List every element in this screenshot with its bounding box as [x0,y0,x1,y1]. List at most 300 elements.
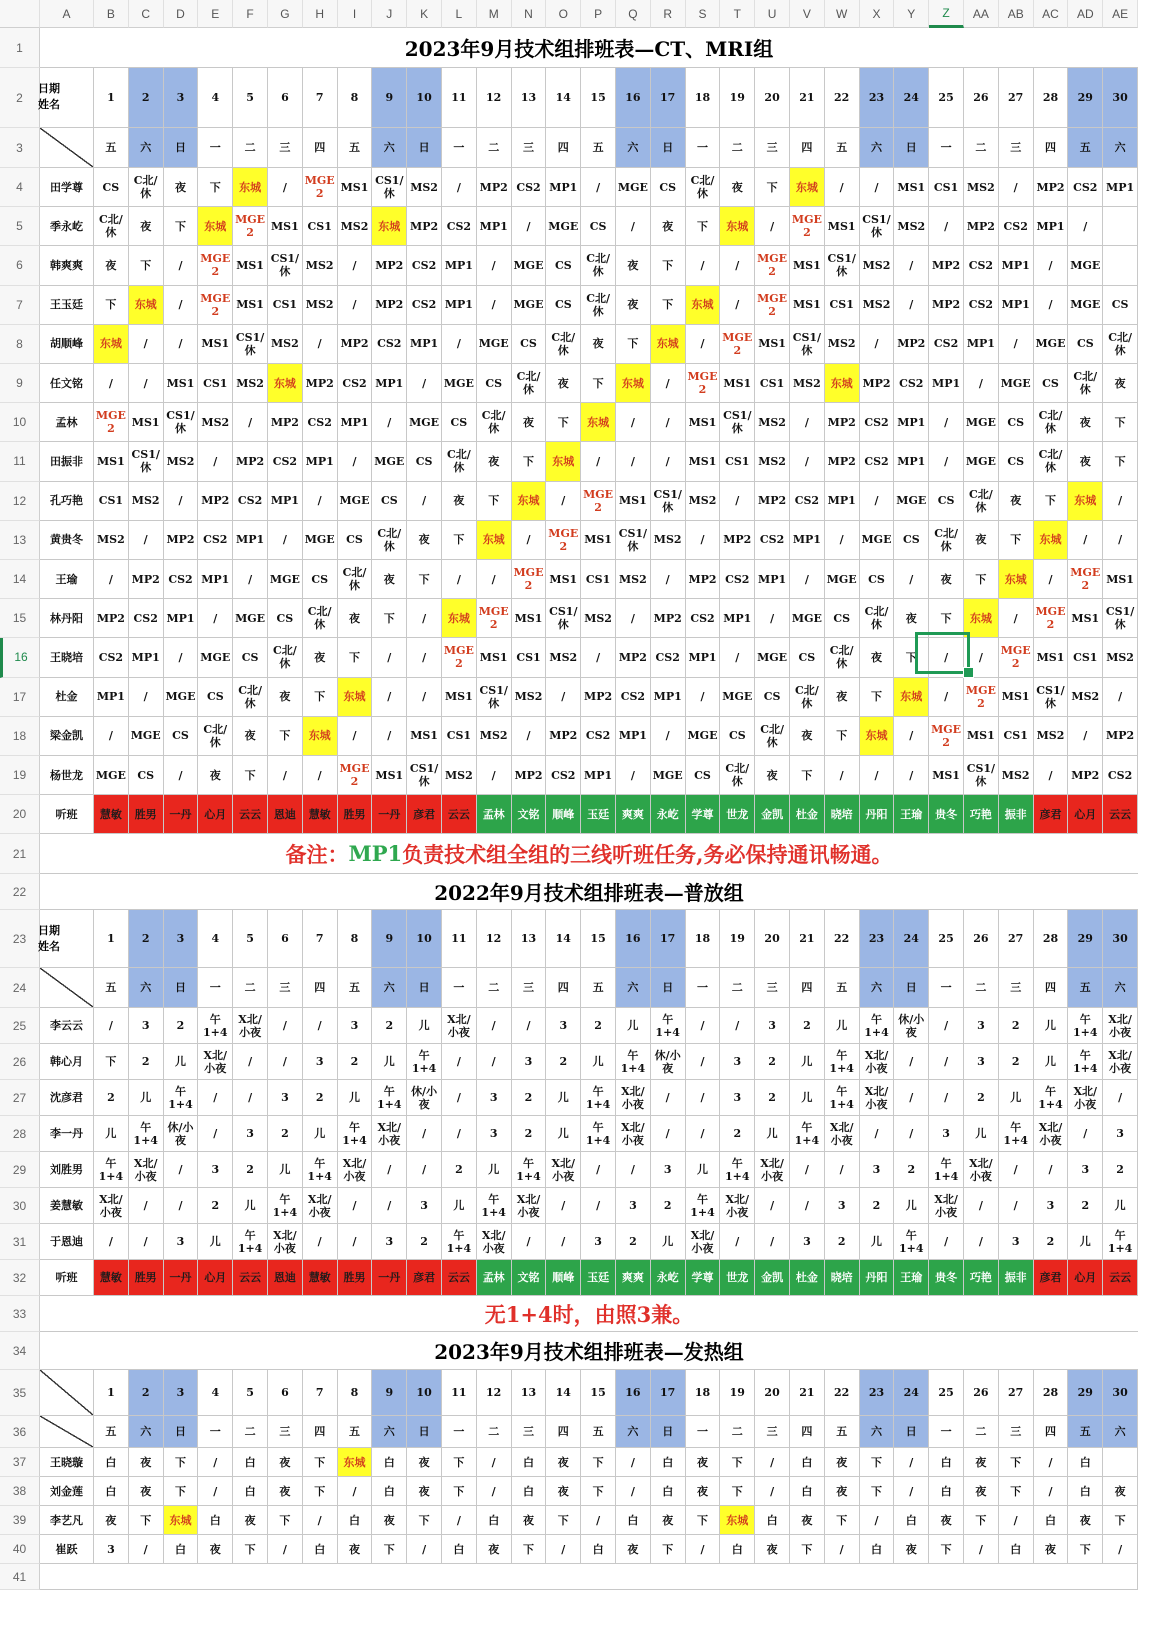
row-header[interactable]: 31 [0,1224,40,1260]
shift-cell[interactable]: / [651,364,686,403]
shift-cell[interactable]: CS [686,756,721,795]
shift-cell[interactable]: 下 [790,756,825,795]
day-number[interactable]: 14 [546,910,581,968]
shift-cell[interactable]: MS2 [442,756,477,795]
shift-cell[interactable]: / [1068,1116,1103,1152]
shift-cell[interactable]: 儿 [1068,1224,1103,1260]
shift-cell[interactable]: CS2 [790,482,825,521]
shift-cell[interactable]: 儿 [546,1080,581,1116]
shift-cell[interactable]: 下 [1103,403,1138,442]
shift-cell[interactable]: C北/ 休 [268,638,303,677]
shift-cell[interactable]: MGE 2 [755,286,790,325]
shift-cell[interactable]: / [1068,521,1103,560]
day-number[interactable]: 30 [1103,68,1138,128]
shift-cell[interactable]: / [964,638,999,677]
shift-cell[interactable]: 2 [581,1008,616,1044]
shift-cell[interactable]: 午1+4 [581,1080,616,1116]
weekday-label[interactable]: 四 [546,1416,581,1448]
shift-cell[interactable]: 夜 [651,207,686,246]
day-number[interactable]: 17 [651,1370,686,1416]
column-header[interactable]: L [442,0,477,28]
shift-cell[interactable]: MS2 [755,442,790,481]
shift-cell[interactable]: 下 [268,717,303,756]
shift-cell[interactable] [1103,1448,1138,1477]
staff-name[interactable]: 王晓璇 [40,1448,94,1477]
shift-cell[interactable]: CS2 [303,403,338,442]
shift-cell[interactable]: CS2 [407,246,442,285]
shift-cell[interactable]: / [929,638,964,677]
shift-cell[interactable]: 夜 [546,1448,581,1477]
shift-cell[interactable]: 东城 [651,325,686,364]
shift-cell[interactable]: 休/小 夜 [164,1116,199,1152]
shift-cell[interactable]: C北/ 休 [1068,364,1103,403]
column-header[interactable]: X [860,0,895,28]
shift-cell[interactable]: CS [442,403,477,442]
shift-cell[interactable]: MS2 [825,325,860,364]
shift-cell[interactable]: / [546,1188,581,1224]
shift-cell[interactable]: MS1 [790,246,825,285]
shift-cell[interactable]: CS1/ 休 [964,756,999,795]
shift-cell[interactable]: MGE [512,246,547,285]
shift-cell[interactable]: MS2 [512,678,547,717]
duty-cell[interactable]: 云云 [442,795,477,834]
shift-cell[interactable]: / [198,1116,233,1152]
weekday-label[interactable]: 三 [268,1416,303,1448]
shift-cell[interactable]: 夜 [372,1506,407,1535]
day-number[interactable]: 2 [129,910,164,968]
row-header[interactable]: 2 [0,68,40,128]
shift-cell[interactable]: 午1+4 [129,1116,164,1152]
column-header[interactable]: Y [894,0,929,28]
shift-cell[interactable]: / [338,1188,373,1224]
day-number[interactable]: 18 [686,68,721,128]
shift-cell[interactable]: 下 [999,1477,1034,1506]
shift-cell[interactable]: 儿 [407,1008,442,1044]
shift-cell[interactable]: / [512,1008,547,1044]
shift-cell[interactable]: CS [129,756,164,795]
row-header[interactable]: 28 [0,1116,40,1152]
duty-cell[interactable]: 爽爽 [616,795,651,834]
shift-cell[interactable]: 下 [303,678,338,717]
shift-cell[interactable]: 下 [1103,1506,1138,1535]
shift-cell[interactable]: MS2 [338,207,373,246]
shift-cell[interactable]: CS1/ 休 [407,756,442,795]
staff-name[interactable]: 田学尊 [40,168,94,207]
shift-cell[interactable]: 夜 [407,1477,442,1506]
shift-cell[interactable]: / [512,521,547,560]
day-number[interactable]: 3 [164,1370,199,1416]
shift-cell[interactable]: / [164,286,199,325]
shift-cell[interactable]: 东城 [233,168,268,207]
shift-cell[interactable]: CS1/ 休 [616,521,651,560]
shift-cell[interactable]: 下 [929,599,964,638]
duty-cell[interactable]: 一丹 [164,1260,199,1296]
shift-cell[interactable]: MP2 [929,246,964,285]
shift-cell[interactable]: X北/ 小夜 [964,1152,999,1188]
shift-cell[interactable]: 3 [581,1224,616,1260]
shift-cell[interactable]: 午1+4 [1068,1008,1103,1044]
shift-cell[interactable]: / [164,638,199,677]
shift-cell[interactable]: CS2 [338,364,373,403]
row-header[interactable]: 41 [0,1564,40,1590]
shift-cell[interactable]: 儿 [94,1116,129,1152]
shift-cell[interactable]: C北/ 休 [825,638,860,677]
shift-cell[interactable]: / [268,756,303,795]
shift-cell[interactable]: 东城 [338,1448,373,1477]
shift-cell[interactable]: 夜 [616,286,651,325]
shift-cell[interactable]: MGE [720,678,755,717]
shift-cell[interactable]: / [790,403,825,442]
shift-cell[interactable]: / [129,1535,164,1564]
shift-cell[interactable]: / [894,1080,929,1116]
shift-cell[interactable]: CS1 [512,638,547,677]
shift-cell[interactable]: 儿 [233,1188,268,1224]
weekday-label[interactable]: 二 [720,968,755,1008]
shift-cell[interactable]: / [825,521,860,560]
staff-name[interactable]: 田振非 [40,442,94,481]
shift-cell[interactable]: / [442,1116,477,1152]
day-number[interactable]: 24 [894,910,929,968]
shift-cell[interactable]: / [651,403,686,442]
duty-cell[interactable]: 晓培 [825,795,860,834]
shift-cell[interactable]: CS1 [755,364,790,403]
shift-cell[interactable]: MP1 [407,325,442,364]
shift-cell[interactable]: CS [233,638,268,677]
shift-cell[interactable]: 夜 [372,560,407,599]
shift-cell[interactable]: CS1 [1068,638,1103,677]
row-header[interactable]: 36 [0,1416,40,1448]
shift-cell[interactable]: 3 [407,1188,442,1224]
shift-cell[interactable]: 2 [94,1080,129,1116]
day-number[interactable]: 5 [233,1370,268,1416]
shift-cell[interactable]: CS2 [268,442,303,481]
duty-cell[interactable]: 云云 [233,795,268,834]
shift-cell[interactable]: / [755,1188,790,1224]
shift-cell[interactable]: MP1 [129,638,164,677]
shift-cell[interactable]: MGE [372,442,407,481]
shift-cell[interactable]: MP2 [686,560,721,599]
shift-cell[interactable]: CS2 [1068,168,1103,207]
shift-cell[interactable]: / [755,1448,790,1477]
shift-cell[interactable]: 下 [129,246,164,285]
shift-cell[interactable]: CS1/ 休 [825,246,860,285]
shift-cell[interactable]: MP1 [616,717,651,756]
day-number[interactable]: 26 [964,910,999,968]
shift-cell[interactable]: 午1+4 [477,1188,512,1224]
shift-cell[interactable]: CS [303,560,338,599]
shift-cell[interactable]: 东城 [129,286,164,325]
shift-cell[interactable]: 2 [1068,1188,1103,1224]
shift-cell[interactable]: / [407,599,442,638]
row-header[interactable]: 23 [0,910,40,968]
shift-cell[interactable]: 夜 [964,521,999,560]
shift-cell[interactable]: MS2 [407,168,442,207]
shift-cell[interactable]: / [303,1008,338,1044]
weekday-label[interactable]: 三 [512,1416,547,1448]
day-number[interactable]: 11 [442,68,477,128]
shift-cell[interactable]: X北/ 小夜 [233,1008,268,1044]
shift-cell[interactable]: CS2 [894,364,929,403]
shift-cell[interactable]: 白 [338,1506,373,1535]
shift-cell[interactable]: X北/ 小夜 [338,1152,373,1188]
weekday-label[interactable]: 二 [964,128,999,168]
weekday-label[interactable]: 一 [929,1416,964,1448]
shift-cell[interactable]: 东城 [546,442,581,481]
shift-cell[interactable]: 午1+4 [164,1080,199,1116]
shift-cell[interactable]: MP2 [477,168,512,207]
shift-cell[interactable]: 3 [755,1008,790,1044]
shift-cell[interactable]: / [407,1535,442,1564]
column-header[interactable]: E [198,0,233,28]
shift-cell[interactable]: 下 [651,1535,686,1564]
shift-cell[interactable]: / [94,560,129,599]
shift-cell[interactable]: / [129,364,164,403]
shift-cell[interactable]: / [477,756,512,795]
shift-cell[interactable]: 下 [512,442,547,481]
shift-cell[interactable]: / [546,1535,581,1564]
shift-cell[interactable]: MP1 [1034,207,1069,246]
row-header[interactable]: 21 [0,834,40,874]
day-number[interactable]: 27 [999,1370,1034,1416]
shift-cell[interactable]: 下 [372,599,407,638]
shift-cell[interactable]: 2 [755,1080,790,1116]
shift-cell[interactable]: / [755,207,790,246]
column-header[interactable]: Z [929,0,964,28]
duty-cell[interactable]: 胜男 [129,1260,164,1296]
selection-box[interactable] [915,632,970,673]
shift-cell[interactable]: MGE [233,599,268,638]
shift-cell[interactable]: X北/ 小夜 [198,1044,233,1080]
duty-cell[interactable]: 恩迪 [268,795,303,834]
shift-cell[interactable]: 下 [686,207,721,246]
shift-cell[interactable]: / [94,1224,129,1260]
shift-cell[interactable]: 2 [999,1044,1034,1080]
shift-cell[interactable]: 夜 [129,207,164,246]
shift-cell[interactable]: 3 [720,1080,755,1116]
day-number[interactable]: 28 [1034,1370,1069,1416]
shift-cell[interactable]: / [1103,482,1138,521]
shift-cell[interactable]: X北/ 小夜 [929,1188,964,1224]
shift-cell[interactable]: / [999,325,1034,364]
shift-cell[interactable]: X北/ 小夜 [303,1188,338,1224]
shift-cell[interactable]: MGE [303,521,338,560]
shift-cell[interactable]: 下 [616,325,651,364]
shift-cell[interactable]: 儿 [825,1008,860,1044]
shift-cell[interactable]: / [616,403,651,442]
shift-cell[interactable]: / [512,207,547,246]
shift-cell[interactable]: MS1 [1068,599,1103,638]
day-number[interactable]: 5 [233,910,268,968]
column-header[interactable]: AD [1068,0,1103,28]
shift-cell[interactable]: 儿 [894,1188,929,1224]
staff-name[interactable]: 王晓培 [40,638,94,677]
day-number[interactable]: 1 [94,910,129,968]
weekday-label[interactable]: 一 [442,128,477,168]
weekday-label[interactable]: 五 [825,128,860,168]
duty-cell[interactable]: 彦君 [1034,795,1069,834]
staff-name[interactable]: 孟林 [40,403,94,442]
row-header[interactable]: 25 [0,1008,40,1044]
shift-cell[interactable]: MGE [198,638,233,677]
day-number[interactable]: 10 [407,68,442,128]
shift-cell[interactable]: CS [1034,364,1069,403]
weekday-label[interactable]: 五 [581,968,616,1008]
row-header[interactable]: 4 [0,168,40,207]
shift-cell[interactable]: 2 [338,1044,373,1080]
shift-cell[interactable]: / [268,1535,303,1564]
shift-cell[interactable]: 夜 [268,1477,303,1506]
weekday-label[interactable]: 二 [720,128,755,168]
shift-cell[interactable]: MP2 [616,638,651,677]
weekday-label[interactable]: 二 [964,968,999,1008]
shift-cell[interactable]: MGE [546,207,581,246]
shift-cell[interactable]: 下 [546,1506,581,1535]
shift-cell[interactable]: 白 [616,1506,651,1535]
shift-cell[interactable]: 东城 [581,403,616,442]
day-number[interactable]: 25 [929,910,964,968]
day-number[interactable]: 15 [581,910,616,968]
shift-cell[interactable]: 2 [720,1116,755,1152]
shift-cell[interactable]: 白 [894,1506,929,1535]
shift-cell[interactable]: 夜 [442,482,477,521]
shift-cell[interactable]: MS1 [964,717,999,756]
shift-cell[interactable]: 夜 [894,599,929,638]
shift-cell[interactable]: MP2 [825,403,860,442]
shift-cell[interactable]: MGE 2 [512,560,547,599]
shift-cell[interactable]: MS1 [894,168,929,207]
shift-cell[interactable]: CS2 [686,599,721,638]
shift-cell[interactable]: 3 [825,1188,860,1224]
weekday-label[interactable]: 六 [1103,128,1138,168]
row-header[interactable]: 35 [0,1370,40,1416]
column-header[interactable]: W [825,0,860,28]
shift-cell[interactable]: / [825,1152,860,1188]
shift-cell[interactable]: / [929,1224,964,1260]
shift-cell[interactable]: / [1103,521,1138,560]
shift-cell[interactable]: MP2 [894,325,929,364]
day-number[interactable]: 11 [442,910,477,968]
shift-cell[interactable]: MGE [1034,325,1069,364]
shift-cell[interactable]: MP2 [720,521,755,560]
weekday-label[interactable]: 一 [198,968,233,1008]
weekday-label[interactable]: 六 [129,128,164,168]
duty-cell[interactable]: 振非 [999,1260,1034,1296]
shift-cell[interactable]: 夜 [686,1477,721,1506]
shift-cell[interactable]: / [616,1477,651,1506]
duty-cell[interactable]: 振非 [999,795,1034,834]
weekday-label[interactable]: 六 [1103,1416,1138,1448]
shift-cell[interactable]: MP2 [233,442,268,481]
shift-cell[interactable]: / [755,1224,790,1260]
day-number[interactable]: 6 [268,1370,303,1416]
shift-cell[interactable]: MP2 [372,246,407,285]
day-number[interactable]: 15 [581,68,616,128]
duty-cell[interactable]: 心月 [198,1260,233,1296]
shift-cell[interactable]: 休/小 夜 [407,1080,442,1116]
shift-cell[interactable]: 儿 [651,1224,686,1260]
shift-cell[interactable]: 儿 [1103,1188,1138,1224]
shift-cell[interactable]: 夜 [929,560,964,599]
shift-cell[interactable]: 2 [755,1044,790,1080]
shift-cell[interactable]: / [303,756,338,795]
shift-cell[interactable]: / [372,403,407,442]
shift-cell[interactable]: / [303,1224,338,1260]
day-number[interactable]: 13 [512,68,547,128]
shift-cell[interactable]: 2 [268,1116,303,1152]
sheet-corner[interactable] [0,0,40,28]
shift-cell[interactable]: 2 [372,1008,407,1044]
duty-cell[interactable]: 王瑜 [894,1260,929,1296]
shift-cell[interactable]: MS1 [686,442,721,481]
day-number[interactable]: 30 [1103,910,1138,968]
shift-cell[interactable]: 午1+4 [512,1152,547,1188]
shift-cell[interactable]: MS1 [477,638,512,677]
shift-cell[interactable]: 儿 [442,1188,477,1224]
shift-cell[interactable]: / [407,482,442,521]
shift-cell[interactable]: X北/ 小夜 [616,1080,651,1116]
day-number[interactable]: 10 [407,1370,442,1416]
duty-cell[interactable]: 金凯 [755,1260,790,1296]
shift-cell[interactable]: 东城 [964,599,999,638]
weekday-label[interactable]: 一 [686,968,721,1008]
day-number[interactable]: 23 [860,68,895,128]
weekday-label[interactable]: 三 [999,1416,1034,1448]
shift-cell[interactable]: / [338,717,373,756]
shift-cell[interactable]: / [929,1008,964,1044]
shift-cell[interactable]: 午1+4 [1103,1224,1138,1260]
staff-name[interactable]: 王瑜 [40,560,94,599]
duty-cell[interactable]: 永屹 [651,795,686,834]
column-header[interactable]: AA [964,0,999,28]
shift-cell[interactable]: MS1 [442,678,477,717]
shift-cell[interactable]: CS [999,403,1034,442]
shift-cell[interactable]: 3 [372,1224,407,1260]
day-number[interactable]: 8 [338,910,373,968]
shift-cell[interactable]: / [651,1116,686,1152]
shift-cell[interactable]: 儿 [164,1044,199,1080]
shift-cell[interactable]: / [616,1152,651,1188]
shift-cell[interactable]: 3 [1103,1116,1138,1152]
day-number[interactable]: 12 [477,910,512,968]
shift-cell[interactable]: 儿 [268,1152,303,1188]
day-number[interactable]: 26 [964,1370,999,1416]
duty-cell[interactable]: 云云 [1103,1260,1138,1296]
day-number[interactable]: 18 [686,1370,721,1416]
shift-cell[interactable]: CS [338,521,373,560]
shift-cell[interactable]: 东城 [686,286,721,325]
staff-name[interactable]: 杜金 [40,678,94,717]
row-header[interactable]: 27 [0,1080,40,1116]
shift-cell[interactable]: 儿 [129,1080,164,1116]
duty-cell[interactable]: 顺峰 [546,1260,581,1296]
shift-cell[interactable]: / [1034,756,1069,795]
shift-cell[interactable]: MS2 [581,599,616,638]
row-header[interactable]: 22 [0,874,40,910]
shift-cell[interactable]: 下 [964,1506,999,1535]
shift-cell[interactable]: CS2 [860,442,895,481]
column-header[interactable]: O [546,0,581,28]
shift-cell[interactable]: / [338,1477,373,1506]
shift-cell[interactable]: / [233,1080,268,1116]
weekday-label[interactable]: 三 [268,128,303,168]
shift-cell[interactable]: X北/ 小夜 [720,1188,755,1224]
shift-cell[interactable]: MP1 [929,364,964,403]
weekday-label[interactable]: 五 [1068,968,1103,1008]
shift-cell[interactable]: MGE 2 [338,756,373,795]
shift-cell[interactable]: 夜 [407,1448,442,1477]
shift-cell[interactable]: 夜 [720,168,755,207]
shift-cell[interactable]: / [407,678,442,717]
